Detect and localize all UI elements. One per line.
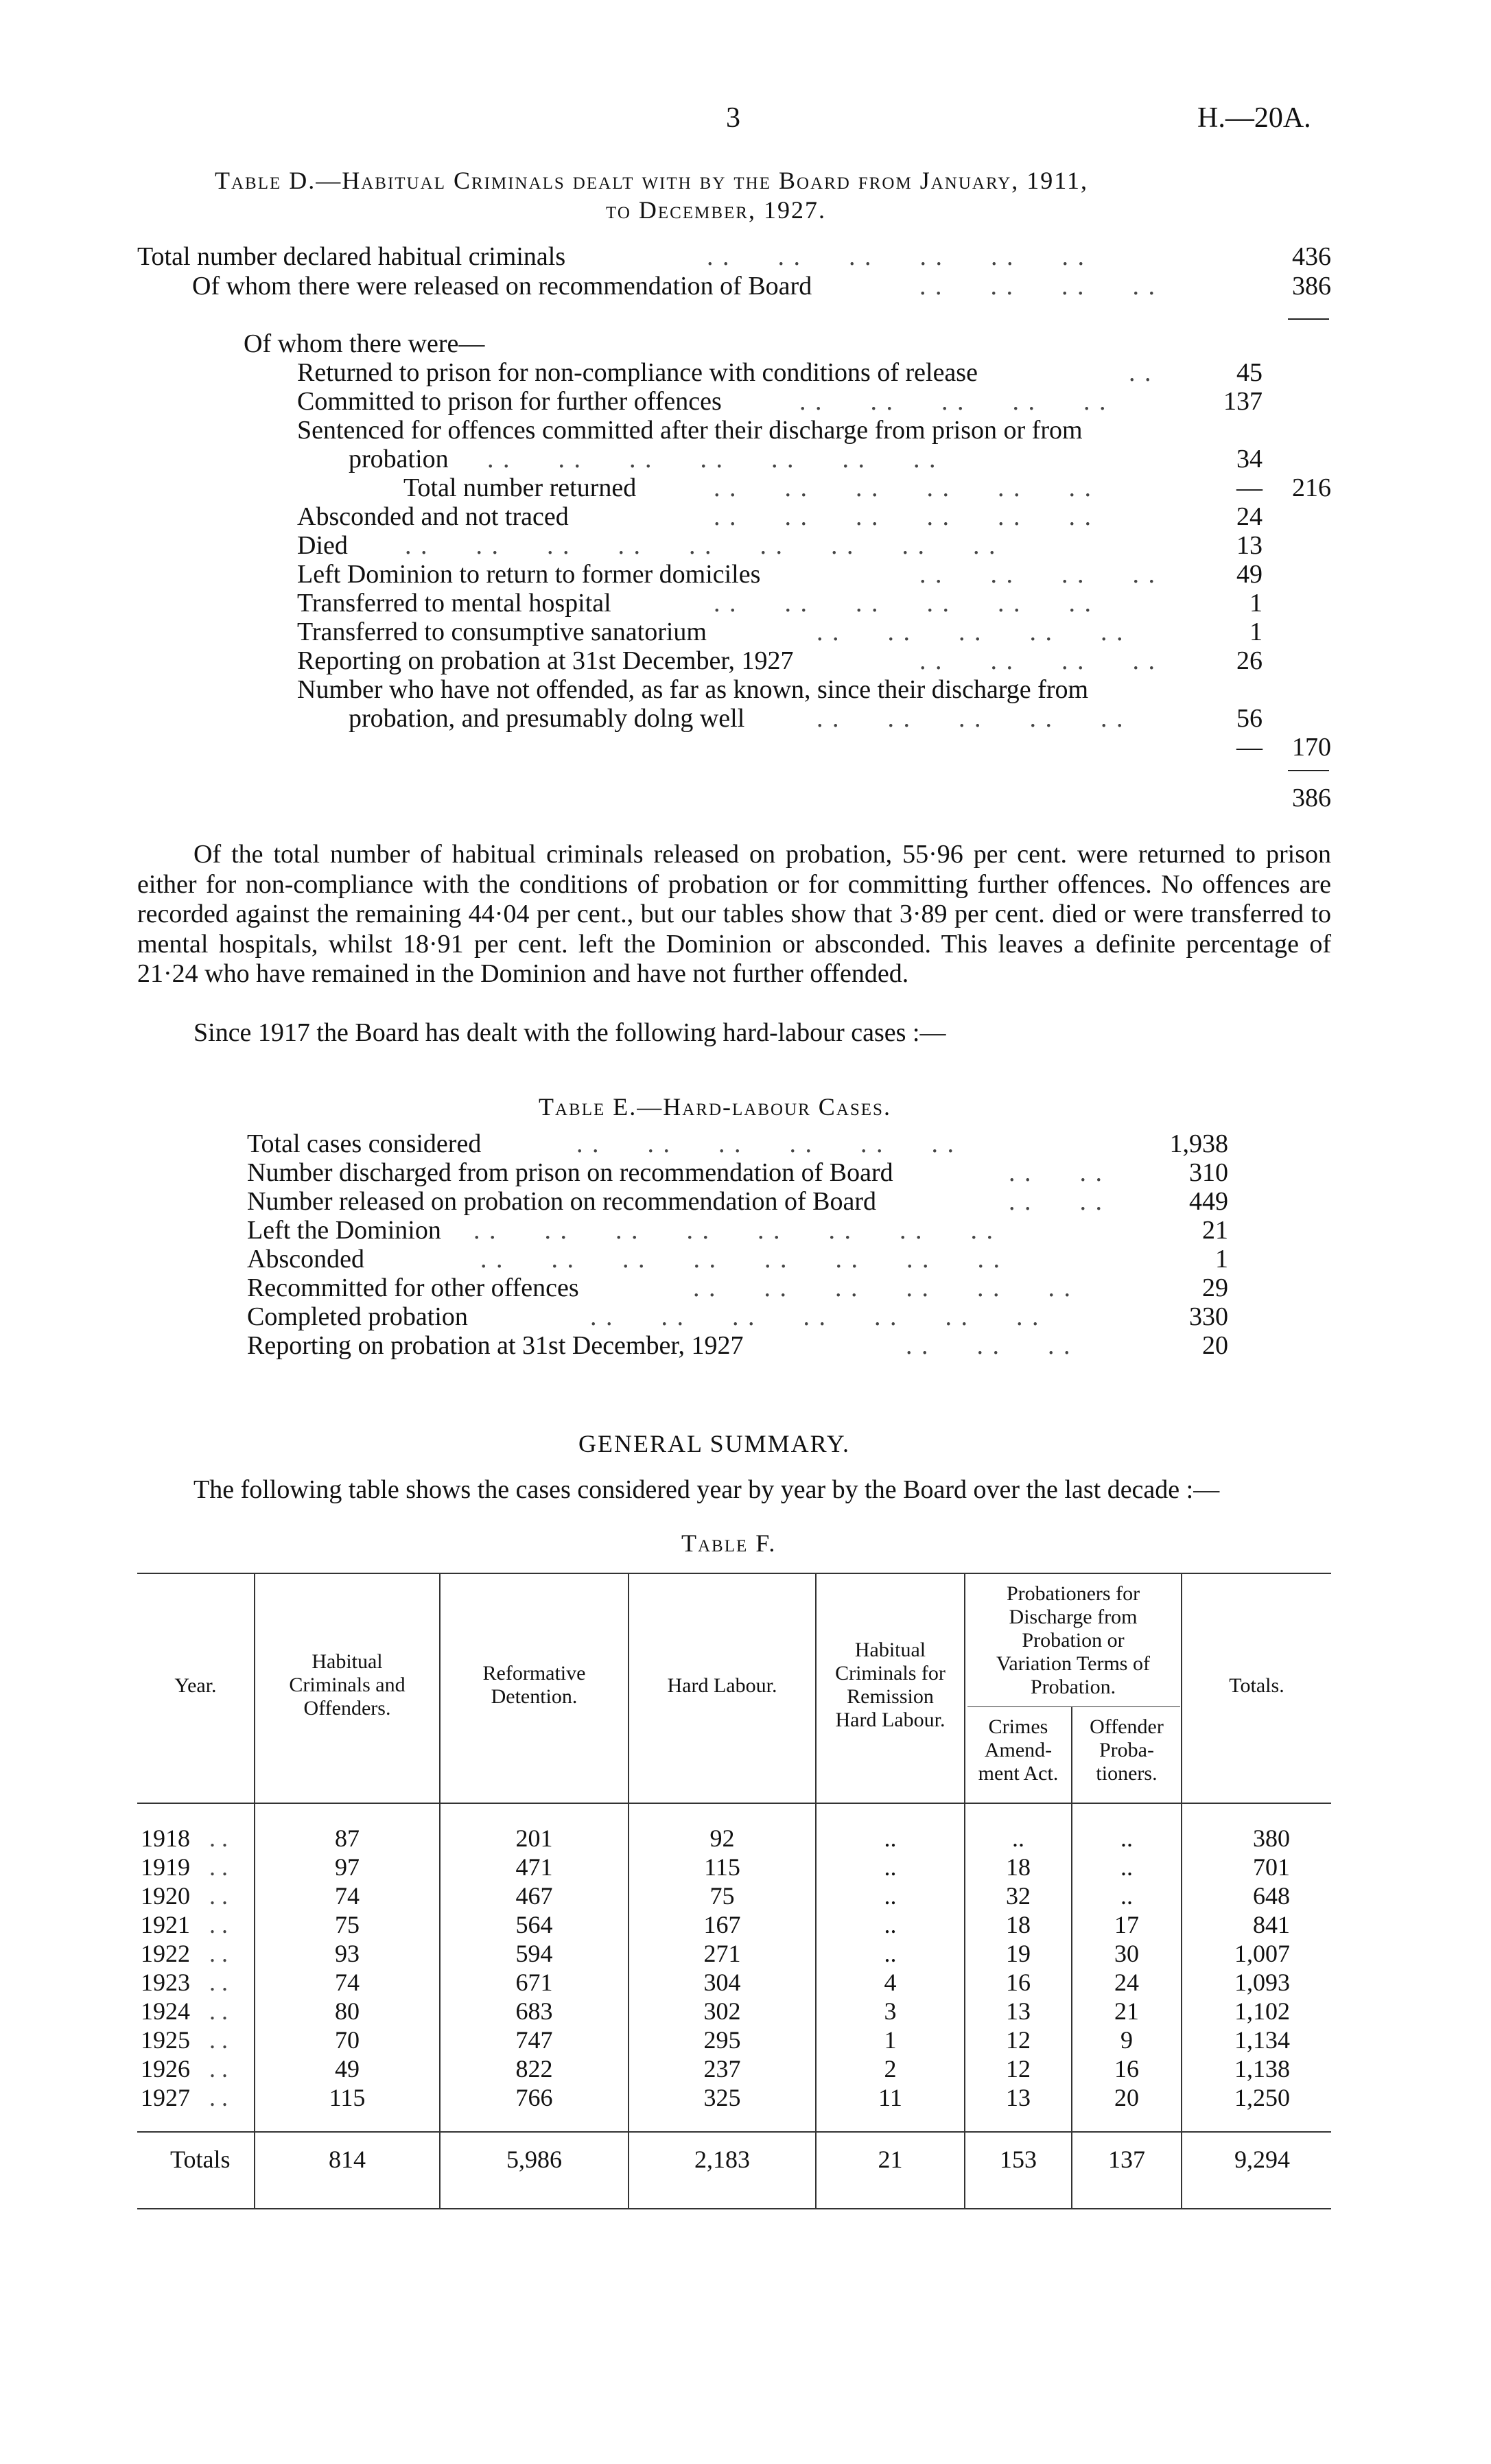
table-e-row: [0, 1158, 1235, 1188]
cell-year: 1922: [141, 1940, 190, 1967]
table-e-row: [0, 1302, 1235, 1332]
row-value: 45: [1236, 358, 1263, 387]
leader-dots: . .: [1129, 358, 1153, 387]
cell-remission: 3: [884, 1997, 897, 2025]
row-label: Total number declared habitual criminals: [137, 242, 566, 271]
row-value: 24: [1236, 502, 1263, 531]
leader-dots: . . . . . . . . . . . .: [576, 1129, 955, 1158]
cell-total: 1,102: [1234, 1997, 1290, 2025]
table-d-item-continued: [0, 704, 1331, 734]
leader-dots: . .: [209, 2055, 228, 2082]
cell-crimes: 18: [1006, 1853, 1031, 1881]
cell-remission: 2: [884, 2055, 897, 2082]
row-label: Recommitted for other offences: [247, 1274, 579, 1302]
totals-reformative: 5,986: [506, 2146, 562, 2173]
cell-reformative: 564: [515, 1911, 553, 1938]
cell-offender: ..: [1120, 1853, 1133, 1881]
sum-rule: [1288, 770, 1329, 771]
leader-dots: . . . .: [1009, 1187, 1103, 1216]
cell-total: 701: [1253, 1853, 1290, 1881]
header-line: Variation Terms of: [996, 1652, 1150, 1675]
cell-habitual: 80: [335, 1997, 360, 2025]
table-d-total-returned: [0, 473, 1331, 503]
cell-habitual: 87: [335, 1824, 360, 1852]
leader-dots: . . . . . . . . . . . . . . . . . .: [405, 531, 997, 560]
cell-habitual: 75: [335, 1911, 360, 1938]
cell-habitual: 97: [335, 1853, 360, 1881]
table-d-total-declared: [0, 242, 1331, 272]
cell-year: 1918: [141, 1824, 190, 1852]
cell-crimes: 12: [1006, 2055, 1031, 2082]
cell-crimes: 19: [1006, 1940, 1031, 1967]
leader-dots: . . . . . . . . . . . .: [714, 473, 1092, 502]
header-line: Probation or: [1022, 1629, 1125, 1652]
general-summary-heading: GENERAL SUMMARY.: [578, 1430, 851, 1457]
cell-offender: 20: [1114, 2084, 1139, 2111]
header-line: Offenders.: [303, 1697, 391, 1720]
cell-remission: ..: [884, 1911, 897, 1938]
cell-crimes: 12: [1006, 2026, 1031, 2054]
leader-dots: . .: [209, 1911, 228, 1938]
row-dash: —: [1236, 473, 1263, 502]
header-line: Reformative: [482, 1662, 586, 1685]
row-value: 330: [1189, 1302, 1228, 1331]
totals-crimes: 153: [1000, 2146, 1037, 2173]
table-totals-rule: [137, 2131, 1331, 2133]
totals-hard-labour: 2,183: [694, 2146, 750, 2173]
header-totals: Totals.: [1229, 1674, 1284, 1697]
cell-hard-labour: 295: [703, 2026, 741, 2054]
header-line: Habitual: [854, 1639, 926, 1661]
table-d-item: [0, 531, 1331, 561]
leader-dots: . . . . . . . . . . . . . . . .: [473, 1216, 994, 1245]
table-d-item: [0, 589, 1331, 618]
row-value: 49: [1236, 560, 1263, 589]
row-value: 26: [1236, 646, 1263, 675]
cell-remission: ..: [884, 1824, 897, 1852]
leader-dots: . .: [209, 1940, 228, 1967]
row-value: 1,938: [1169, 1129, 1228, 1158]
cell-reformative: 822: [515, 2055, 553, 2082]
cell-hard-labour: 302: [703, 1997, 741, 2025]
header-line: ment Act.: [978, 1762, 1059, 1785]
table-f-title: Table F.: [681, 1529, 777, 1557]
cell-reformative: 201: [515, 1824, 553, 1852]
cell-reformative: 747: [515, 2026, 553, 2054]
cell-crimes: 32: [1006, 1882, 1031, 1910]
cell-total: 1,093: [1234, 1969, 1290, 1996]
header-line: Criminals and: [289, 1674, 406, 1696]
cell-total: 1,134: [1234, 2026, 1290, 2054]
row-label: Left the Dominion: [247, 1216, 441, 1245]
row-value: 170: [1292, 733, 1331, 762]
cell-offender: 30: [1114, 1940, 1139, 1967]
header-line: Hard Labour.: [835, 1709, 946, 1731]
cell-crimes: 16: [1006, 1969, 1031, 1996]
cell-remission: ..: [884, 1853, 897, 1881]
general-summary-intro: The following table shows the cases considered year by year by the Board over the last decade :—: [193, 1475, 1220, 1504]
cell-total: 1,138: [1234, 2055, 1290, 2082]
header-line: Proba-: [1099, 1739, 1154, 1761]
cell-hard-labour: 304: [703, 1969, 741, 1996]
table-d-of-whom: [0, 329, 1331, 359]
header-year: Year.: [174, 1674, 217, 1697]
cell-offender: 24: [1114, 1969, 1139, 1996]
leader-dots: . .: [209, 1997, 228, 2025]
header-hard-labour: Hard Labour.: [667, 1674, 777, 1697]
totals-grand: 9,294: [1234, 2146, 1290, 2173]
cell-total: 1,007: [1234, 1940, 1290, 1967]
header-line: Remission: [847, 1685, 934, 1708]
cell-year: 1923: [141, 1969, 190, 1996]
header-line: Probationers for: [1006, 1582, 1140, 1605]
row-value: 56: [1236, 704, 1263, 733]
row-value: 310: [1189, 1158, 1228, 1187]
totals-remission: 21: [878, 2146, 903, 2173]
cell-year: 1921: [141, 1911, 190, 1938]
totals-offender: 137: [1108, 2146, 1145, 2173]
leader-dots: . .: [209, 1882, 228, 1910]
header-line: Detention.: [491, 1685, 578, 1708]
row-value: 386: [1292, 784, 1331, 812]
table-d-subtotal: [0, 733, 1331, 762]
leader-dots: . . . . . .: [906, 1331, 1072, 1360]
leader-dots: . .: [209, 2084, 228, 2111]
table-d-item: [0, 646, 1331, 676]
cell-total: 1,250: [1234, 2084, 1290, 2111]
cell-reformative: 671: [515, 1969, 553, 1996]
cell-crimes: 18: [1006, 1911, 1031, 1938]
leader-dots: . . . . . . . . . .: [817, 618, 1125, 646]
table-d-item-continued: [0, 445, 1331, 474]
row-label: Returned to prison for non-compliance with conditions of release: [297, 358, 978, 387]
row-label: Transferred to mental hospital: [297, 589, 611, 618]
row-label: Total number returned: [403, 473, 637, 502]
header-line: Discharge from: [1009, 1606, 1138, 1628]
row-label: Total cases considered: [247, 1129, 482, 1158]
table-d-item: [0, 618, 1331, 647]
leader-dots: . .: [209, 1824, 228, 1852]
row-label: Absconded: [247, 1245, 364, 1274]
table-bottom-rule: [137, 2208, 1331, 2209]
cell-hard-labour: 92: [709, 1824, 735, 1852]
header-line: tioners.: [1096, 1762, 1158, 1785]
leader-dots: . . . . . . . . . . . .: [693, 1274, 1072, 1302]
row-value: 216: [1292, 473, 1331, 502]
hard-labour-intro: Since 1917 the Board has dealt with the following hard-labour cases :—: [193, 1018, 946, 1047]
row-value: 1: [1249, 618, 1263, 646]
table-d-item: [0, 416, 1331, 445]
header-reformative: [441, 1662, 628, 1709]
header-habitual: [255, 1650, 439, 1720]
cell-remission: ..: [884, 1882, 897, 1910]
leader-dots: . .: [209, 2026, 228, 2054]
totals-habitual: 814: [329, 2146, 366, 2173]
table-e-title: Table E.—Hard-labour Cases.: [539, 1093, 891, 1120]
cell-remission: ..: [884, 1940, 897, 1967]
header-line: Habitual: [312, 1650, 383, 1673]
cell-offender: 9: [1120, 2026, 1133, 2054]
cell-reformative: 683: [515, 1997, 553, 2025]
cell-remission: 11: [878, 2084, 902, 2111]
cell-crimes: 13: [1006, 2084, 1031, 2111]
row-label: Reporting on probation at 31st December, 1927: [247, 1331, 744, 1360]
leader-dots: . . . . . . . . . . . . . .: [487, 445, 937, 473]
table-d-item: [0, 560, 1331, 589]
row-value: 436: [1292, 242, 1331, 271]
leader-dots: . . . . . . . . . .: [799, 387, 1107, 416]
cell-year: 1927: [141, 2084, 190, 2111]
table-d-released: [0, 272, 1331, 301]
cell-habitual: 74: [335, 1882, 360, 1910]
cell-remission: 1: [884, 2026, 897, 2054]
header-offender-probationers: [1072, 1715, 1181, 1785]
row-dash: —: [1236, 733, 1263, 762]
header-line: Criminals for: [835, 1662, 946, 1685]
leader-dots: . . . . . . . . . . . .: [714, 502, 1092, 531]
totals-label: Totals: [170, 2146, 231, 2173]
cell-year: 1920: [141, 1882, 190, 1910]
cell-remission: 4: [884, 1969, 897, 1996]
cell-crimes: ..: [1012, 1824, 1024, 1852]
table-d-title: Table D.—Habitual Criminals dealt with by the Board from January, 1911,: [215, 167, 1088, 194]
leader-dots: . . . .: [1009, 1158, 1103, 1187]
row-label: Sentenced for offences committed after their discharge from prison or from: [297, 416, 1083, 445]
cell-reformative: 594: [515, 1940, 553, 1967]
row-label: Number discharged from prison on recommendation of Board: [247, 1158, 893, 1187]
cell-reformative: 766: [515, 2084, 553, 2111]
row-value: 13: [1236, 531, 1263, 560]
row-label: Of whom there were released on recommendation of Board: [192, 272, 812, 301]
leader-dots: . . . . . . . .: [919, 272, 1156, 301]
probationers-subheader-rule: [967, 1706, 1180, 1707]
page-number: 3: [726, 102, 740, 134]
table-d-title-line2: to December, 1927.: [606, 196, 826, 224]
header-line: Probation.: [1030, 1676, 1116, 1698]
header-habitual-remission: [817, 1639, 964, 1732]
table-e-row: [0, 1245, 1235, 1274]
table-e-row: [0, 1216, 1235, 1245]
cell-habitual: 93: [335, 1940, 360, 1967]
cell-crimes: 13: [1006, 1997, 1031, 2025]
table-e-row: [0, 1129, 1235, 1159]
leader-dots: . . . . . . . . . .: [817, 704, 1125, 733]
row-label: Reporting on probation at 31st December, 1927: [297, 646, 794, 675]
sum-rule: [1288, 318, 1329, 320]
cell-habitual: 49: [335, 2055, 360, 2082]
cell-offender: 17: [1114, 1911, 1139, 1938]
table-top-rule: [137, 1573, 1331, 1574]
cell-habitual: 70: [335, 2026, 360, 2054]
cell-habitual: 74: [335, 1969, 360, 1996]
paper-reference: H.—20A.: [1197, 102, 1311, 134]
cell-offender: 21: [1114, 1997, 1139, 2025]
leader-dots: . . . . . . . . . . . . . .: [590, 1302, 1040, 1331]
table-d-grand-total: [0, 784, 1331, 813]
row-label: Left Dominion to return to former domiciles: [297, 560, 761, 589]
table-d-item: [0, 387, 1331, 416]
row-label: Number who have not offended, as far as known, since their discharge from: [297, 675, 1089, 704]
row-label: probation, and presumably dolng well: [349, 704, 745, 733]
cell-offender: ..: [1120, 1824, 1133, 1852]
row-value: 20: [1202, 1331, 1228, 1360]
cell-reformative: 467: [515, 1882, 553, 1910]
leader-dots: . .: [209, 1969, 228, 1996]
cell-year: 1925: [141, 2026, 190, 2054]
row-label: probation: [349, 445, 449, 473]
header-line: Crimes: [988, 1715, 1048, 1738]
leader-dots: . . . . . . . .: [919, 646, 1156, 675]
cell-habitual: 115: [329, 2084, 366, 2111]
row-label: Transferred to consumptive sanatorium: [297, 618, 707, 646]
cell-hard-labour: 75: [709, 1882, 735, 1910]
cell-year: 1926: [141, 2055, 190, 2082]
cell-hard-labour: 167: [703, 1911, 741, 1938]
table-e-row: [0, 1187, 1235, 1217]
cell-offender: ..: [1120, 1882, 1133, 1910]
table-d-item: [0, 358, 1331, 388]
table-header-rule: [137, 1803, 1331, 1804]
leader-dots: . . . . . . . .: [919, 560, 1156, 589]
cell-year: 1919: [141, 1853, 190, 1881]
table-e-row: [0, 1274, 1235, 1303]
header-crimes-amendment: [965, 1715, 1071, 1785]
cell-year: 1924: [141, 1997, 190, 2025]
row-label: Number released on probation on recommendation of Board: [247, 1187, 876, 1216]
cell-total: 648: [1253, 1882, 1290, 1910]
cell-total: 380: [1253, 1824, 1290, 1852]
row-label: Died: [297, 531, 348, 560]
row-value: 449: [1189, 1187, 1228, 1216]
cell-offender: 16: [1114, 2055, 1139, 2082]
cell-hard-labour: 271: [703, 1940, 741, 1967]
table-d-item: [0, 502, 1331, 532]
row-value: 1: [1249, 589, 1263, 618]
leader-dots: . . . . . . . . . . . . . . . .: [480, 1245, 1001, 1274]
row-label: Absconded and not traced: [297, 502, 569, 531]
cell-reformative: 471: [515, 1853, 553, 1881]
row-value: 1: [1215, 1245, 1228, 1274]
cell-total: 841: [1253, 1911, 1290, 1938]
row-value: 21: [1202, 1216, 1228, 1245]
row-value: 137: [1223, 387, 1263, 416]
cell-hard-labour: 115: [704, 1853, 740, 1881]
leader-dots: . .: [209, 1853, 228, 1881]
row-value: 386: [1292, 272, 1331, 301]
row-value: 34: [1236, 445, 1263, 473]
cell-hard-labour: 325: [703, 2084, 741, 2111]
cell-hard-labour: 237: [703, 2055, 741, 2082]
header-line: Offender: [1090, 1715, 1164, 1738]
leader-dots: . . . . . . . . . . . .: [714, 589, 1092, 618]
summary-paragraph: Of the total number of habitual criminals released on probation, 55·96 per cent. were returned to prison either for non-compliance with the conditions of probation or for committing further offences. No offences are recorded against the remaining 44·04 per cent., but our tables show that 3·89 per cent. died or were transferred to mental hospitals, whilst 18·91 per cent. left the Dominion or absconded. This leaves a definite percentage of 21·24 who have remained in the Dominion and have not further offended.: [137, 840, 1331, 988]
leader-dots: . . . . . . . . . . . .: [707, 242, 1085, 271]
row-label: Of whom there were—: [244, 329, 485, 358]
row-label: Committed to prison for further offences: [297, 387, 722, 416]
header-probationers: [965, 1582, 1181, 1699]
table-d-item: [0, 675, 1331, 705]
table-e-row: [0, 1331, 1235, 1361]
header-line: Amend-: [984, 1739, 1053, 1761]
row-value: 29: [1202, 1274, 1228, 1302]
row-label: Completed probation: [247, 1302, 468, 1331]
